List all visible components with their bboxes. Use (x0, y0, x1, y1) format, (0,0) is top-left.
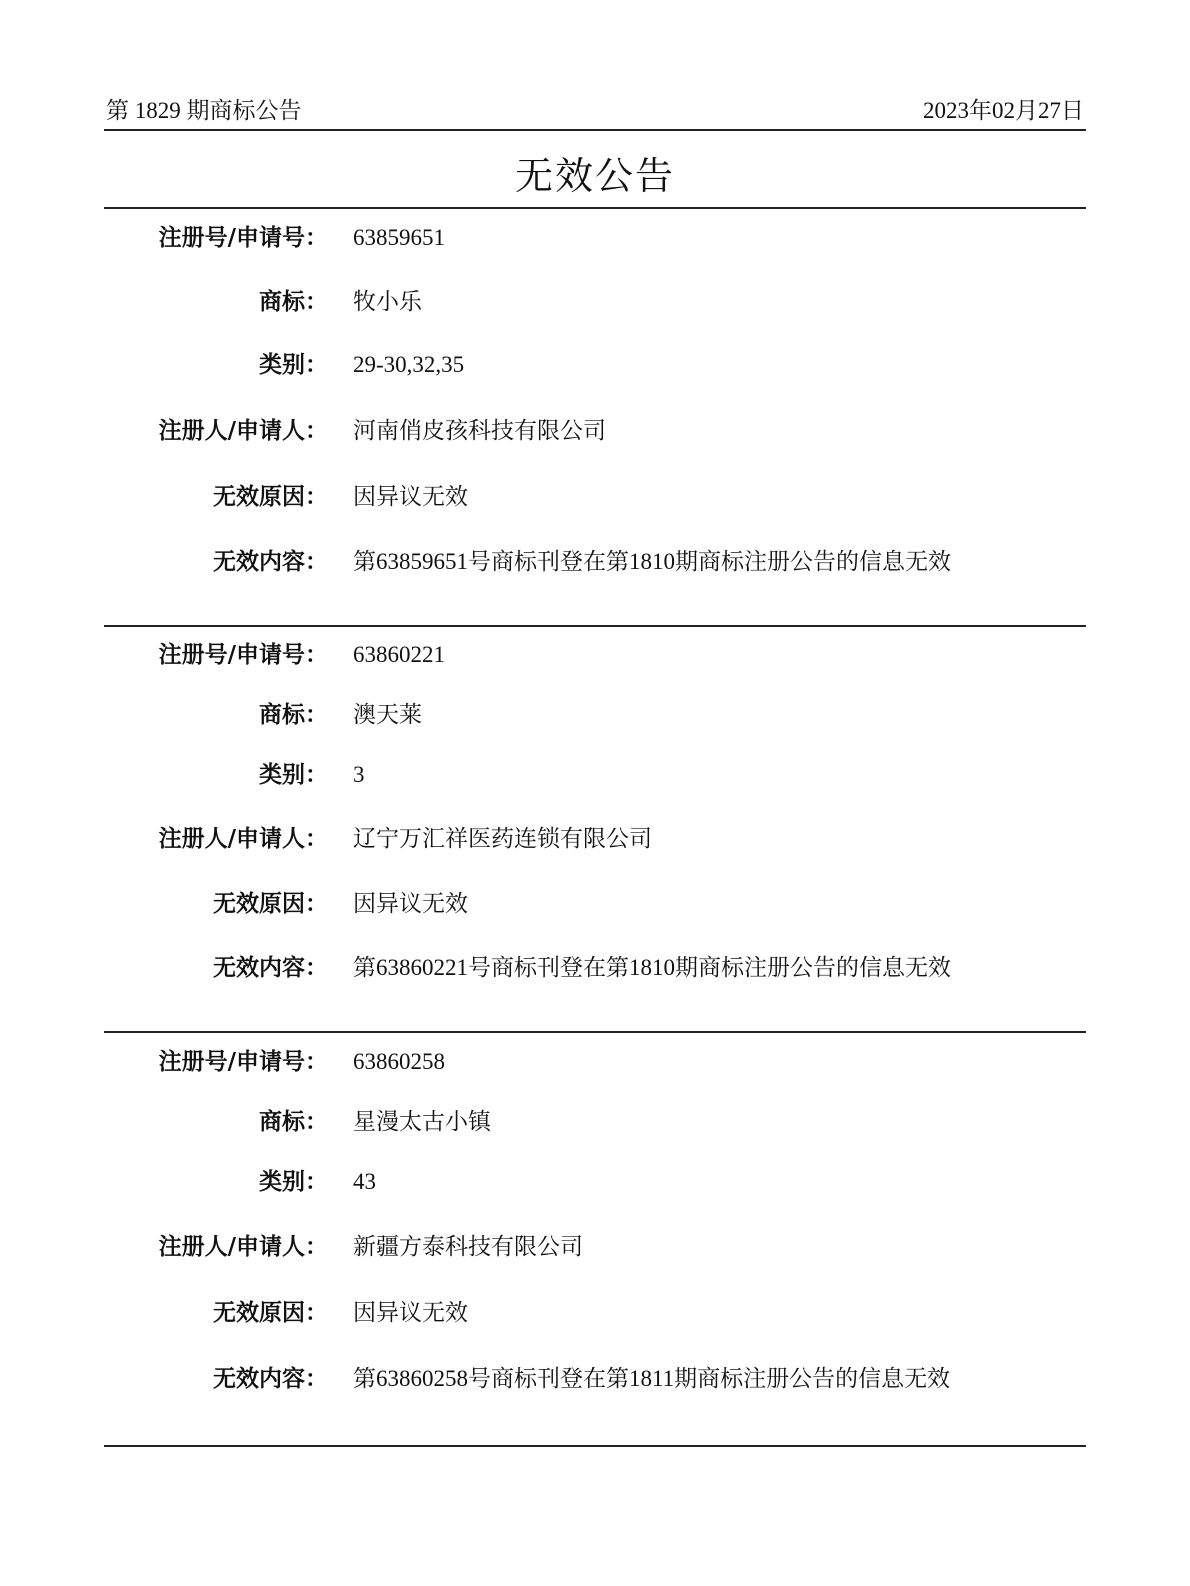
trademark-row (0, 282, 1190, 322)
content-value: 第63860258号商标刊登在第1811期商标注册公告的信息无效 (353, 1366, 951, 1391)
reason-row (0, 477, 1190, 517)
reason-row (0, 1293, 1190, 1333)
class-label: 类别： (259, 352, 328, 378)
registrant-row (0, 411, 1190, 451)
reg-no-label: 注册号/申请号： (158, 225, 328, 251)
registrant-value: 辽宁万汇祥医药连锁有限公司 (353, 826, 652, 851)
content-value: 第63859651号商标刊登在第1810期商标注册公告的信息无效 (353, 549, 951, 574)
content-label: 无效内容： (213, 549, 328, 575)
registrant-row (0, 819, 1190, 859)
page-title: 无效公告 (514, 154, 675, 198)
content-label: 无效内容： (213, 955, 328, 981)
content-row (0, 542, 1190, 582)
reg-no-row (0, 635, 1190, 675)
registrant-label: 注册人/申请人： (158, 418, 328, 444)
content-row (0, 1359, 1190, 1399)
trademark-row (0, 695, 1190, 735)
trademark-row (0, 1102, 1190, 1142)
registrant-label: 注册人/申请人： (158, 1234, 328, 1260)
reason-row (0, 884, 1190, 924)
publication-date: 2023年02月27日 (923, 98, 1084, 123)
class-label: 类别： (259, 762, 328, 788)
content-label: 无效内容： (213, 1366, 328, 1392)
reg-no-label: 注册号/申请号： (158, 642, 328, 668)
content-row (0, 948, 1190, 988)
trademark-label: 商标： (259, 1109, 328, 1135)
reason-label: 无效原因： (213, 891, 328, 917)
reg-no-value: 63859651 (353, 225, 445, 250)
reason-value: 因异议无效 (353, 1300, 468, 1325)
registrant-label: 注册人/申请人： (158, 826, 328, 852)
class-value: 3 (353, 762, 365, 787)
reg-no-row (0, 1042, 1190, 1082)
reg-no-label: 注册号/申请号： (158, 1049, 328, 1075)
reg-no-row (0, 218, 1190, 258)
trademark-value: 星漫太古小镇 (353, 1109, 491, 1134)
registrant-value: 河南俏皮孩科技有限公司 (353, 418, 606, 443)
content-value: 第63860221号商标刊登在第1810期商标注册公告的信息无效 (353, 955, 951, 980)
record-divider (104, 625, 1086, 627)
reg-no-value: 63860258 (353, 1049, 445, 1074)
reason-label: 无效原因： (213, 484, 328, 510)
trademark-label: 商标： (259, 702, 328, 728)
class-row (0, 345, 1190, 385)
record-divider (104, 1031, 1086, 1033)
reason-value: 因异议无效 (353, 891, 468, 916)
trademark-value: 澳天莱 (353, 702, 422, 727)
registrant-value: 新疆方泰科技有限公司 (353, 1234, 583, 1259)
reason-label: 无效原因： (213, 1300, 328, 1326)
class-row (0, 755, 1190, 795)
trademark-value: 牧小乐 (353, 289, 422, 314)
reason-value: 因异议无效 (353, 484, 468, 509)
registrant-row (0, 1227, 1190, 1267)
issue-number: 第 1829 期商标公告 (106, 98, 302, 123)
header-divider (104, 129, 1086, 131)
page-header (104, 90, 1086, 126)
record-divider (104, 1445, 1086, 1447)
class-value: 43 (353, 1169, 376, 1194)
class-label: 类别： (259, 1169, 328, 1195)
title-divider (104, 207, 1086, 209)
class-value: 29-30,32,35 (353, 352, 465, 377)
reg-no-value: 63860221 (353, 642, 445, 667)
class-row (0, 1162, 1190, 1202)
trademark-label: 商标： (259, 289, 328, 315)
